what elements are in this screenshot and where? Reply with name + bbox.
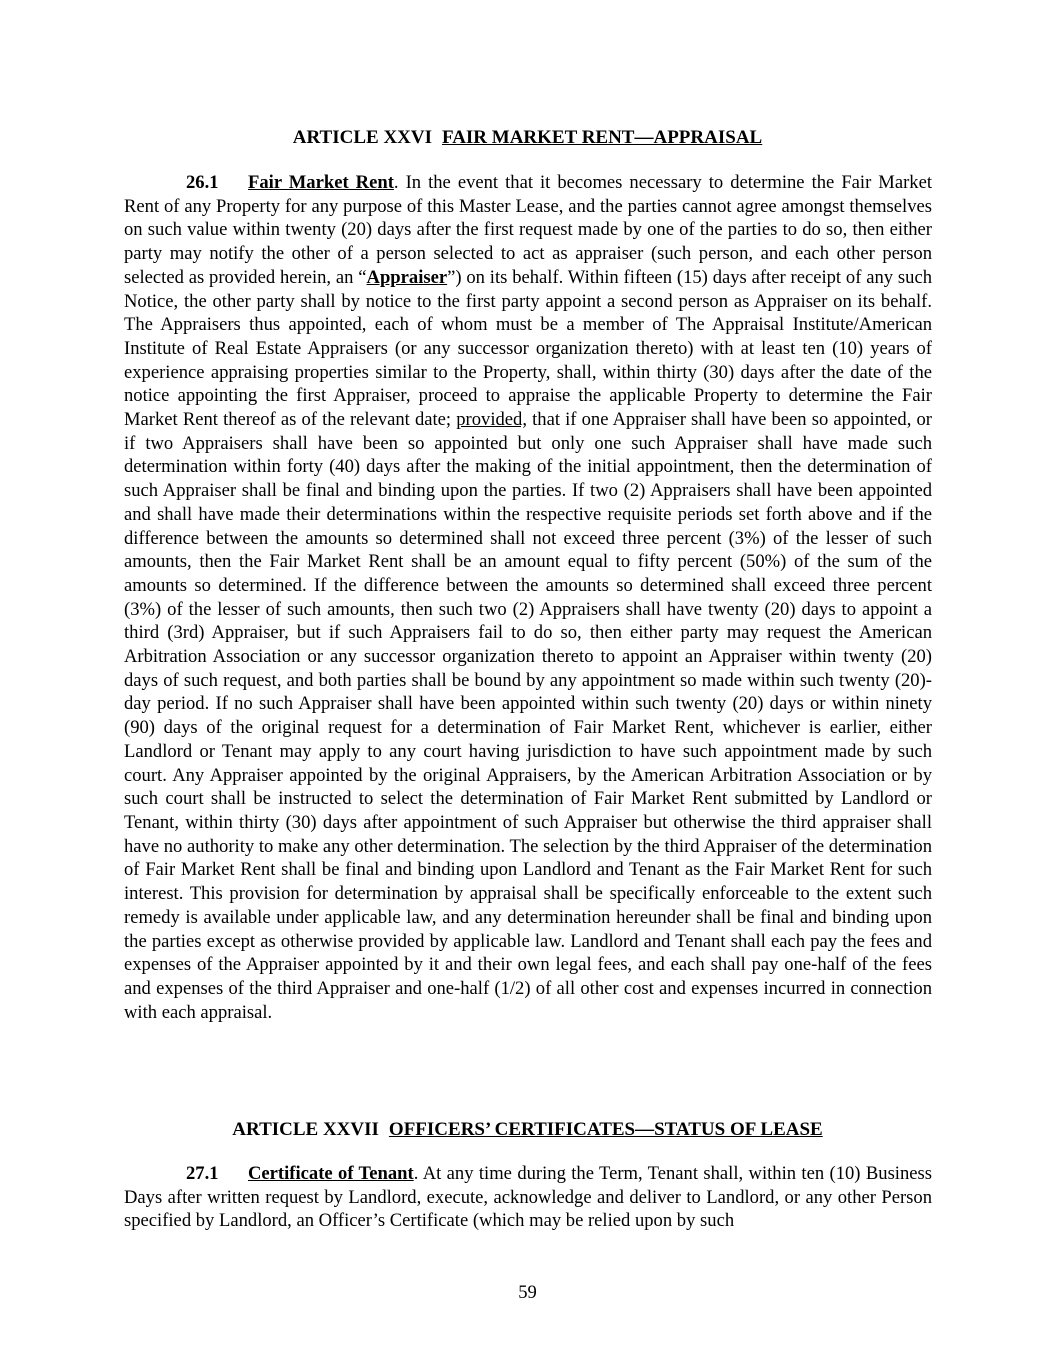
article-27-heading	[0, 1118, 1055, 1142]
article-27-title: OFFICERS’ CERTIFICATES—STATUS OF LEASE	[388, 1119, 823, 1140]
article-26-heading	[0, 126, 1055, 150]
provided-term: provided,	[456, 409, 527, 431]
article-26-title: FAIR MARKET RENT—APPRAISAL	[442, 127, 763, 148]
section-26-1-title: Fair Market Rent	[248, 172, 394, 193]
section-26-1-number: 26.1	[186, 172, 219, 193]
section-27-1-title: Certificate of Tenant	[248, 1163, 414, 1184]
section-26-1-text-part2: ”) on its behalf. Within fifteen (15) days after receipt of any such Notice, the other party shall by notice to the first party appoint a second person as Appraiser on its behalf. The Appraisers thus appointed, each of whom must be a member of The Appraisal Institute/American Institute of Real Estate Appraisers (or any successor organization thereto) with at least ten (10) years of experience appraising properties similar to the Property, shall, within thirty (30) days after the date of the notice appointing the first Appraiser, proceed to appraise the applicable Property to determine the Fair Market Rent thereof as of the relevant date;	[124, 266, 932, 431]
section-26-1-text-part3: that if one Appraiser shall have been so appointed, or if two Appraisers shall have been so appointed but only one such Appraiser shall have made such determination within forty (40) days after the making of the initial appointment, then the determination of such Appraiser shall be final and binding upon the parties. If two (2) Appraisers shall have been appointed and shall have made their determinations within the respective requisite periods set forth above and if the difference between the amounts so determined shall not exceed three percent (3%) of the lesser of such amounts, then the Fair Market Rent shall be an amount equal to fifty percent (50%) of the sum of the amounts so determined. If the difference between the amounts so determined shall exceed three percent (3%) of the lesser of such amounts, then such two (2) Appraisers shall have twenty (20) days to appoint a third (3rd) Appraiser, but if such Appraisers fail to do so, then either party may request the American Arbitration Association or any successor organization thereto to appoint an Appraiser within twenty (20) days of such request, and both parties shall be bound by any appointment so made within such twenty (20)-day period. If no such Appraiser shall have been appointed within such twenty (20) days or within ninety (90) days of the original request for a determination of Fair Market Rent, whichever is earlier, either Landlord or Tenant may apply to any court having jurisdiction to have such appointment made by such court. Any Appraiser appointed by the original Appraisers, by the American Arbitration Association or by such court shall be instructed to select the determination of Fair Market Rent submitted by Landlord or Tenant, within thirty (30) days after appointment of such Appraiser but otherwise the third appraiser shall have no authority to make any other determination. The selection by the third Appraiser of the determination of Fair Market Rent shall be final and binding upon Landlord and Tenant as the Fair Market Rent for such interest. This provision for determination by appraisal shall be specifically enforceable to the extent such remedy is available under applicable law, and any determination hereunder shall be final and binding upon the parties except as otherwise provided by applicable law. Landlord and Tenant shall each pay the fees and expenses of the Appraiser appointed by it and their own legal fees, and each shall pay one-half of the fees and expenses of the third Appraiser and one-half (1/2) of all other cost and expenses incurred in connection with each appraisal.	[124, 409, 932, 1023]
section-27-1-number: 27.1	[186, 1163, 219, 1184]
article-27-label: ARTICLE XXVII	[232, 1119, 379, 1140]
appraiser-defined-term: Appraiser	[366, 266, 448, 288]
section-27-1-text-part1: . At any time during the Term, Tenant shall, within ten (10) Business Days after written request by Landlord, execute, acknowledge and deliver to Landlord, or any other Person specified by Landlord, an Officer’s Certificate (which may be relied upon by such	[124, 1163, 932, 1232]
page-number: 59	[518, 1282, 537, 1303]
section-26-1-text-part1: . In the event that it becomes necessary to determine the Fair Market Rent of any Property for any purpose of this Master Lease, and the parties cannot agree amongst themselves on such value within twenty (20) days after the first request made by one of the parties to do so, then either party may notify the other of a person selected to act as appraiser (such person, and each other person selected as provided herein, an “	[124, 172, 932, 288]
section-27-1-paragraph	[124, 1162, 932, 1233]
section-26-1-paragraph	[124, 171, 932, 1024]
article-26-label: ARTICLE XXVI	[292, 127, 432, 148]
